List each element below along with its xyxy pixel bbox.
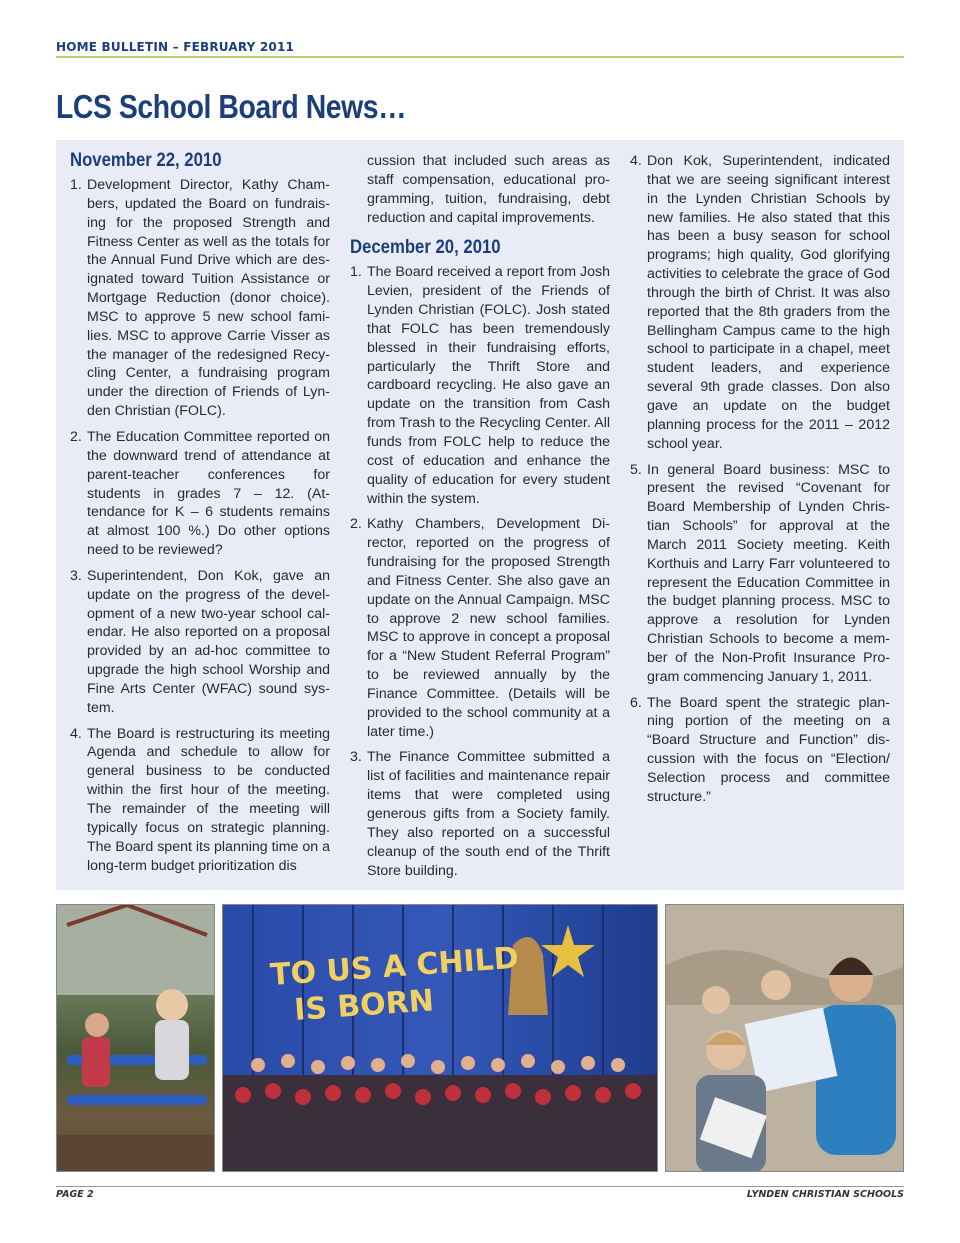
list-item-text: The Education Committee reported on the downward trend of attendance at parent-teacher conferences for students in grades 7 – 12. (Attendance for K – 6 students remains at almost 100 %.) Do other options need to be reviewed?	[87, 428, 330, 559]
list-item-text: Kathy Chambers, Development Director, reported on the progress of fundraising for the proposed Strength and Fitness Center. She also gave an update on the Annual Campaign. MSC to approve 2 new school families. MSC to approve in concept a proposal for a “New Student Referral Program” to be reviewed annually by the Finance Committee. (Details will be provided to the school community at a later time.)	[367, 516, 610, 740]
list-item	[350, 515, 610, 741]
page-title: LCS School Board News…	[56, 88, 407, 125]
list-item	[350, 263, 610, 508]
list-item	[70, 567, 330, 718]
reading-photo	[665, 904, 904, 1172]
list-item-number: 2.	[70, 428, 82, 445]
banner-line-1: TO US A CHILD	[269, 940, 520, 993]
column-3	[630, 152, 890, 814]
footer-rule	[56, 1186, 904, 1187]
section-heading-dec: December 20, 2010	[350, 237, 501, 259]
nov-list	[70, 176, 330, 875]
header-text: HOME BULLETIN – FEBRUARY 2011	[56, 40, 295, 54]
list-item-text: Don Kok, Superintendent, indicated that we are seeing significant interest in the Lynden Christian Schools by new families. He also stated that this has been a busy season for school programs; high quality, God glorifying activities to celebrate the grace of God through the birth of Christ. It was also reported that the 8th graders from the Bellingham Campus came to the high school to participate in a chapel, meet student leaders, and experience several 9th grade classes. Don also gave an update on the budget planning process for the 2011 – 2012 school year.	[647, 153, 890, 452]
list-item	[70, 176, 330, 421]
banner-line-2: IS BORN	[293, 983, 436, 1028]
reading-illustration	[666, 905, 904, 1172]
bulletin-header	[56, 38, 904, 58]
list-item-text: The Finance Committee submitted a list of facilities and maintenance repair items that were completed using generous gifts from a Society family. They also reported on a successful cleanup of the south end of the Thrift Store building.	[367, 749, 610, 879]
list-item-number: 1.	[70, 177, 82, 193]
list-item-number: 3.	[350, 749, 362, 766]
list-item-number: 3.	[70, 567, 82, 584]
list-item-number: 1.	[350, 264, 362, 281]
list-item-text: The Board received a report from Josh Levien, president of the Friends of Lynden Christian (FOLC). Josh stated that FOLC has been tremendously blessed in their fundraising efforts, particularly the Thrift Store and cardboard recycling. He also gave an update on the transition from Cash from Trash to the Recycling Center. All funds from FOLC help to reduce the cost of education and enhance the quality of education for every student within the system.	[367, 264, 610, 507]
continued-text: cussion that included such areas as staff compensation, educational programming, tuition, fundraising, debt reduction and capital improvements.	[367, 153, 610, 226]
list-item-number: 4.	[630, 153, 642, 169]
dec-list-continued	[630, 152, 890, 807]
list-item	[70, 428, 330, 560]
list-item	[70, 725, 330, 876]
column-2	[350, 152, 610, 887]
playground-photo	[56, 904, 215, 1172]
dec-list	[350, 263, 610, 880]
list-item-text: Development Director, Kathy Chambers, updated the Board on fundraising for the proposed Strength and Fitness Center as well as the totals for the Annual Fund Drive which are designated toward Tuition Assistance or Mortgage Reduction (donor choice). MSC to approve 5 new school families. MSC to approve Carrie Visser as the manager of the redesigned Recycling Center, a fundraising program under the direction of Friends of Lynden Christian (FOLC).	[87, 177, 330, 420]
list-item	[630, 152, 890, 454]
list-item-text: In general Board business: MSC to present the revised “Covenant for Board Membership of Lynden Christian Schools” for approval at the March 2011 Society meeting. Keith Korthuis and Larry Farr volunteered to represent the Education Committee in the budget planning process. MSC to approve a resolution for Lynden Christian Schools to become a member of the Non-Profit Insurance Program commencing January 1, 2011.	[647, 461, 890, 685]
list-item-text: The Board spent the strategic planning portion of the meeting on a “Board Structure and Function” discussion with the focus on “Election/ Selection process and committee structure.”	[647, 694, 890, 805]
christmas-program-photo	[222, 904, 658, 1172]
list-item-number: 5.	[630, 461, 642, 478]
list-item-number: 6.	[630, 694, 642, 711]
playground-illustration	[57, 905, 215, 1172]
header-rule	[56, 56, 904, 58]
list-item-text: The Board is restructuring its meeting Agenda and schedule to allow for general business to be conducted within the first hour of the meeting. The remainder of the meeting will typically focus on strategic planning. The Board spent its planning time on a long-term budget prioritization dis	[87, 725, 330, 874]
stage-illustration	[223, 905, 658, 1172]
section-heading-nov: November 22, 2010	[70, 150, 222, 171]
list-item-text: Superintendent, Don Kok, gave an update on the progress of the development of a new two-year school calendar. He also reported on a proposal provided by an ad-hoc committee to upgrade the high school Worship and Fine Arts Center (WFAC) sound system.	[87, 567, 330, 716]
footer-school-name: LYNDEN CHRISTIAN SCHOOLS	[746, 1189, 904, 1200]
list-item	[630, 461, 890, 687]
list-item	[630, 694, 890, 807]
page-number: PAGE 2	[56, 1189, 94, 1200]
list-item-number: 4.	[70, 725, 82, 742]
list-item-number: 2.	[350, 516, 362, 533]
column-1	[70, 152, 330, 882]
list-item	[350, 748, 610, 880]
